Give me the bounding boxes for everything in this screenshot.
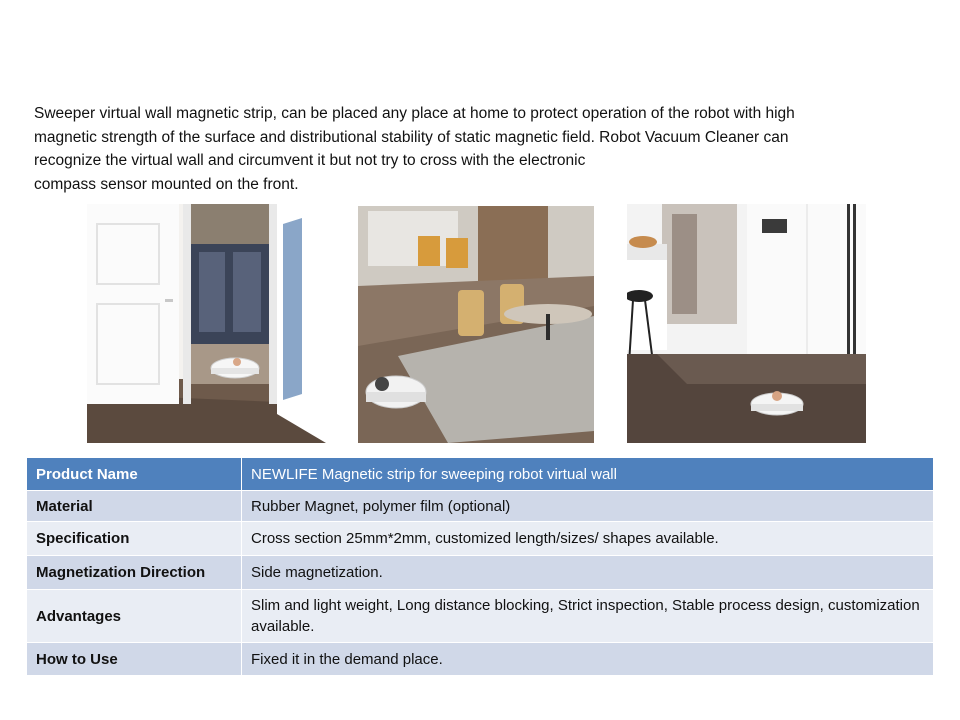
row-value: Rubber Magnet, polymer film (optional)	[242, 491, 934, 522]
robot-living-room-photo	[358, 206, 594, 443]
robot-kitchen-photo	[627, 204, 866, 443]
row-key: Advantages	[27, 590, 242, 643]
row-key: Material	[27, 491, 242, 522]
header-key: Product Name	[27, 458, 242, 491]
header-value: NEWLIFE Magnetic strip for sweeping robot virtual wall	[242, 458, 934, 491]
row-value: Slim and light weight, Long distance blocking, Strict inspection, Stable process design, customization available.	[242, 590, 934, 643]
row-key: How to Use	[27, 643, 242, 676]
table-row	[27, 522, 934, 556]
intro-paragraph	[34, 102, 914, 196]
row-key: Magnetization Direction	[27, 556, 242, 590]
robot-doorway-photo	[87, 204, 326, 443]
row-value: Cross section 25mm*2mm, customized length/sizes/ shapes available.	[242, 522, 934, 556]
row-value: Side magnetization.	[242, 556, 934, 590]
table-row	[27, 643, 934, 676]
table-row	[27, 556, 934, 590]
row-value: Fixed it in the demand place.	[242, 643, 934, 676]
robot-kitchen-photo-icon	[627, 204, 866, 443]
table-header-row	[27, 458, 934, 491]
intro-line: magnetic strength of the surface and distributional stability of static magnetic field. Robot Vacuum Cleaner can	[34, 128, 789, 146]
table-row	[27, 491, 934, 522]
intro-line: Sweeper virtual wall magnetic strip, can be placed any place at home to protect operation of the robot with high	[34, 105, 795, 122]
intro-line: recognize the virtual wall and circumvent it but not try to cross with the electronic	[34, 152, 586, 169]
spec-table	[26, 457, 934, 676]
table-row	[27, 590, 934, 643]
intro-line: compass sensor mounted on the front.	[34, 175, 299, 193]
robot-doorway-photo-icon	[87, 204, 326, 443]
robot-living-room-photo-icon	[358, 206, 594, 443]
row-key: Specification	[27, 522, 242, 556]
